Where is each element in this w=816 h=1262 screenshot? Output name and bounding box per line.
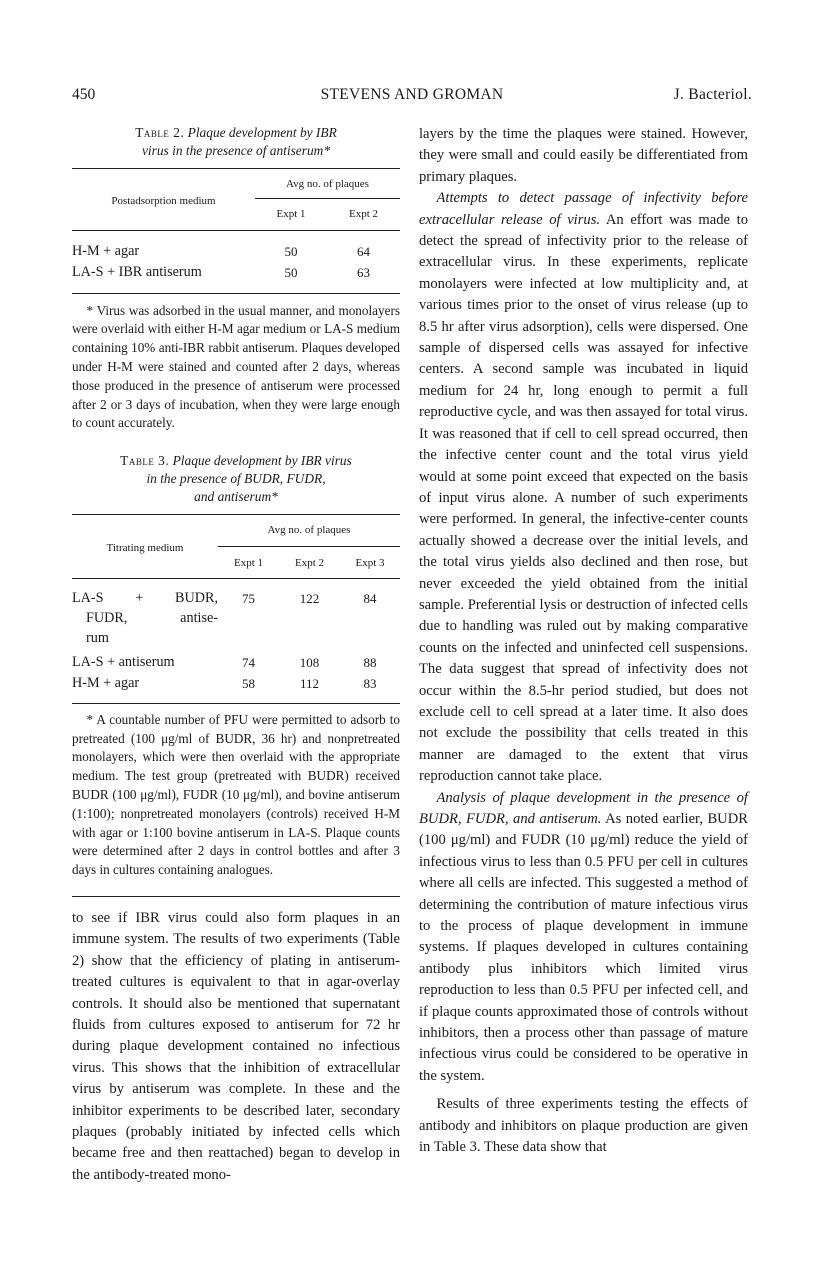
table3-cell: 75 xyxy=(242,591,255,607)
running-authors: STEVENS AND GROMAN xyxy=(320,86,504,103)
table3-cell: 84 xyxy=(363,591,377,607)
table3-title-line3: and antiserum* xyxy=(194,489,278,505)
journal-name: J. Bacteriol. xyxy=(673,86,752,103)
table3-row-label: LA-S + antiserum xyxy=(72,654,175,671)
table3-col-expt2: Expt 2 xyxy=(294,556,325,569)
table3-footnote: * A countable number of PFU were permitted to adsorb to pretreated (100 μg/ml of BUDR, 36 hr) and nonpretreated monolayers, which were then overlaid with the appropriate medium. The test group (pretreated with BUDR) received BUDR (100 μg/ml), FUDR (10 μg/ml), and bovine antiserum (1:100); nonpretreated monolayers (controls) received H-M with agar or 1:100 bovine antiserum in LA-S. Plaque counts were determined after 2 days in control bottles and after 3 days in cultures containing analogues. xyxy=(72,711,400,878)
section-heading-analysis: Analysis of plaque development in the presence of BUDR, FUDR, and antiserum. xyxy=(419,789,748,827)
table2-footnote: * Virus was adsorbed in the usual manner, and monolayers were overlaid with either H-M agar medium or LA-S medium containing 10% anti-IBR rabbit antiserum. Plaques developed under H-M were stained and counted after 2 days, whereas those produced in the presence of antiserum were processed after 2 or 3 days of incubation, when they were large enough to count accurately. xyxy=(72,302,400,431)
table2-row-label: H-M + agar xyxy=(72,242,140,259)
table3-row-label-line: LA-S + BUDR, xyxy=(72,590,218,607)
table3-col-expt3: Expt 3 xyxy=(355,556,385,569)
right-body-paragraph-1: layers by the time the plaques were stained. However, they were small and could easily be differentiated from primary plaques. xyxy=(419,126,748,185)
table2-title-line2: virus in the presence of antiserum* xyxy=(141,143,331,158)
table2-label: Table 2. xyxy=(135,125,185,140)
table3-row-label: H-M + agar xyxy=(72,675,140,692)
right-body-paragraph-2 xyxy=(419,188,748,787)
table2-cell: 50 xyxy=(284,243,298,259)
table3-cell: 122 xyxy=(299,591,320,607)
table3-caption xyxy=(72,452,400,506)
table3-title-line1: Plaque development by IBR virus xyxy=(172,453,352,469)
table3-cell: 74 xyxy=(242,655,255,671)
left-body-paragraph: to see if IBR virus could also form plaques in an immune system. The results of two experiments (Table 2) show that the efficiency of plating in antiserum-treated cultures is equivalent to that in agar-overlay controls. It should also be mentioned that supernatant fluids from cultures exposed to antiserum for 72 hr during plaque development contained no infectious virus. This shows that the inhibition of extracellular virus by antiserum was complete. In these and the inhibitor experiments to be described later, secondary plaques (probably initiated by infected cells which became free and then reattached) began to develop in the antibody-treated mono- xyxy=(72,910,400,1183)
table3-cell: 83 xyxy=(363,676,377,692)
table3 xyxy=(72,514,400,711)
table3-cell: 58 xyxy=(242,676,255,692)
section-divider xyxy=(72,896,400,897)
table3-row-label-line: FUDR, antise- xyxy=(86,610,218,627)
table3-group-header: Avg no. of plaques xyxy=(218,515,400,546)
table2-group-header: Avg no. of plaques xyxy=(255,169,400,199)
table2-cell: 64 xyxy=(357,243,370,259)
table3-row-label xyxy=(72,579,218,649)
table3-row-label-line: rum xyxy=(86,630,109,647)
table2-cell: 50 xyxy=(284,265,298,281)
page-number: 450 xyxy=(72,86,96,103)
paragraph-text: As noted earlier, BUDR (100 μg/ml) and FUDR (10 μg/ml) reduce the yield of infectious virus to less than 0.5 PFU per cell in cultures where all cells are infected. This suggested a method of determining the contribution of mature infectious virus to the process of plaque development in immune systems. If plaques developed in cultures containing antibody plus inhibitors which limited virus reproduction to less than 0.5 PFU per infected cell, and if plaque counts approximated those of controls without inhibitors, then a process other than passage of mature infectious virus could be considered to be operative in the system. xyxy=(419,811,748,1084)
table2 xyxy=(72,168,400,302)
table3-stub-header: Titrating medium xyxy=(106,541,184,554)
table3-label: Table 3. xyxy=(120,453,170,469)
table2-caption xyxy=(72,124,400,160)
right-body-paragraph-4: Results of three experiments testing the effects of antibody and inhibitors on plaque production are given in Table 3. These data show that xyxy=(419,1096,748,1156)
table2-col-expt2: Expt 2 xyxy=(348,208,379,221)
table2-title-line1: Plaque development by IBR xyxy=(187,125,337,140)
table2-col-expt1: Expt 1 xyxy=(276,208,306,221)
right-body-paragraph-3 xyxy=(419,788,748,1088)
paragraph-text: An effort was made to detect the spread of infectivity prior to the release of extracellular virus. In these experiments, replicate monolayers were infected at low multiplicity and, at various times prior to the onset of virus release (up to 8.5 hr after virus adsorption), cells were dispersed. One sample of dispersed cells was assayed for infective centers. A second sample was incubated in liquid medium for 24 hr, long enough to permit a full reproductive cycle, and was then assayed for total virus. It was reasoned that if cell to cell spread occurred, then the infective center count and the total virus yield would at some point exceed that expected on the basis of input virus alone. A number of such experiments were performed. In general, the infective-center counts actually showed a decrease over the initial levels, and the total virus yields also declined and then rose, but never exceeded the yield obtained from the initial sample. Preferential lysis or destruction of infected cells due to handling was ruled out by making comparative counts on the infected and uninfected cell suspensions. The data suggest that spread of infectivity does not occur within the 8.5-hr period studied, but does not exclude cell to cell spread at a later time. It also does not exclude the possibility that cells treated in this manner are damaged to the extent that virus reproduction cannot take place. xyxy=(419,211,748,785)
table3-cell: 108 xyxy=(299,655,320,671)
table3-cell: 88 xyxy=(363,655,377,671)
table2-cell: 63 xyxy=(357,265,370,281)
table3-cell: 112 xyxy=(299,676,320,692)
section-heading-attempts: Attempts to detect passage of infectivity before extracellular release of virus. xyxy=(419,190,748,228)
table3-col-expt1: Expt 1 xyxy=(233,556,264,569)
table2-stub-header: Postadsorption medium xyxy=(111,194,216,207)
right-column xyxy=(419,124,748,1159)
running-header xyxy=(72,86,752,110)
left-column xyxy=(72,124,400,1186)
table2-row-label: LA-S + IBR antiserum xyxy=(72,264,202,281)
table3-title-line2: in the presence of BUDR, FUDR, xyxy=(146,471,326,487)
